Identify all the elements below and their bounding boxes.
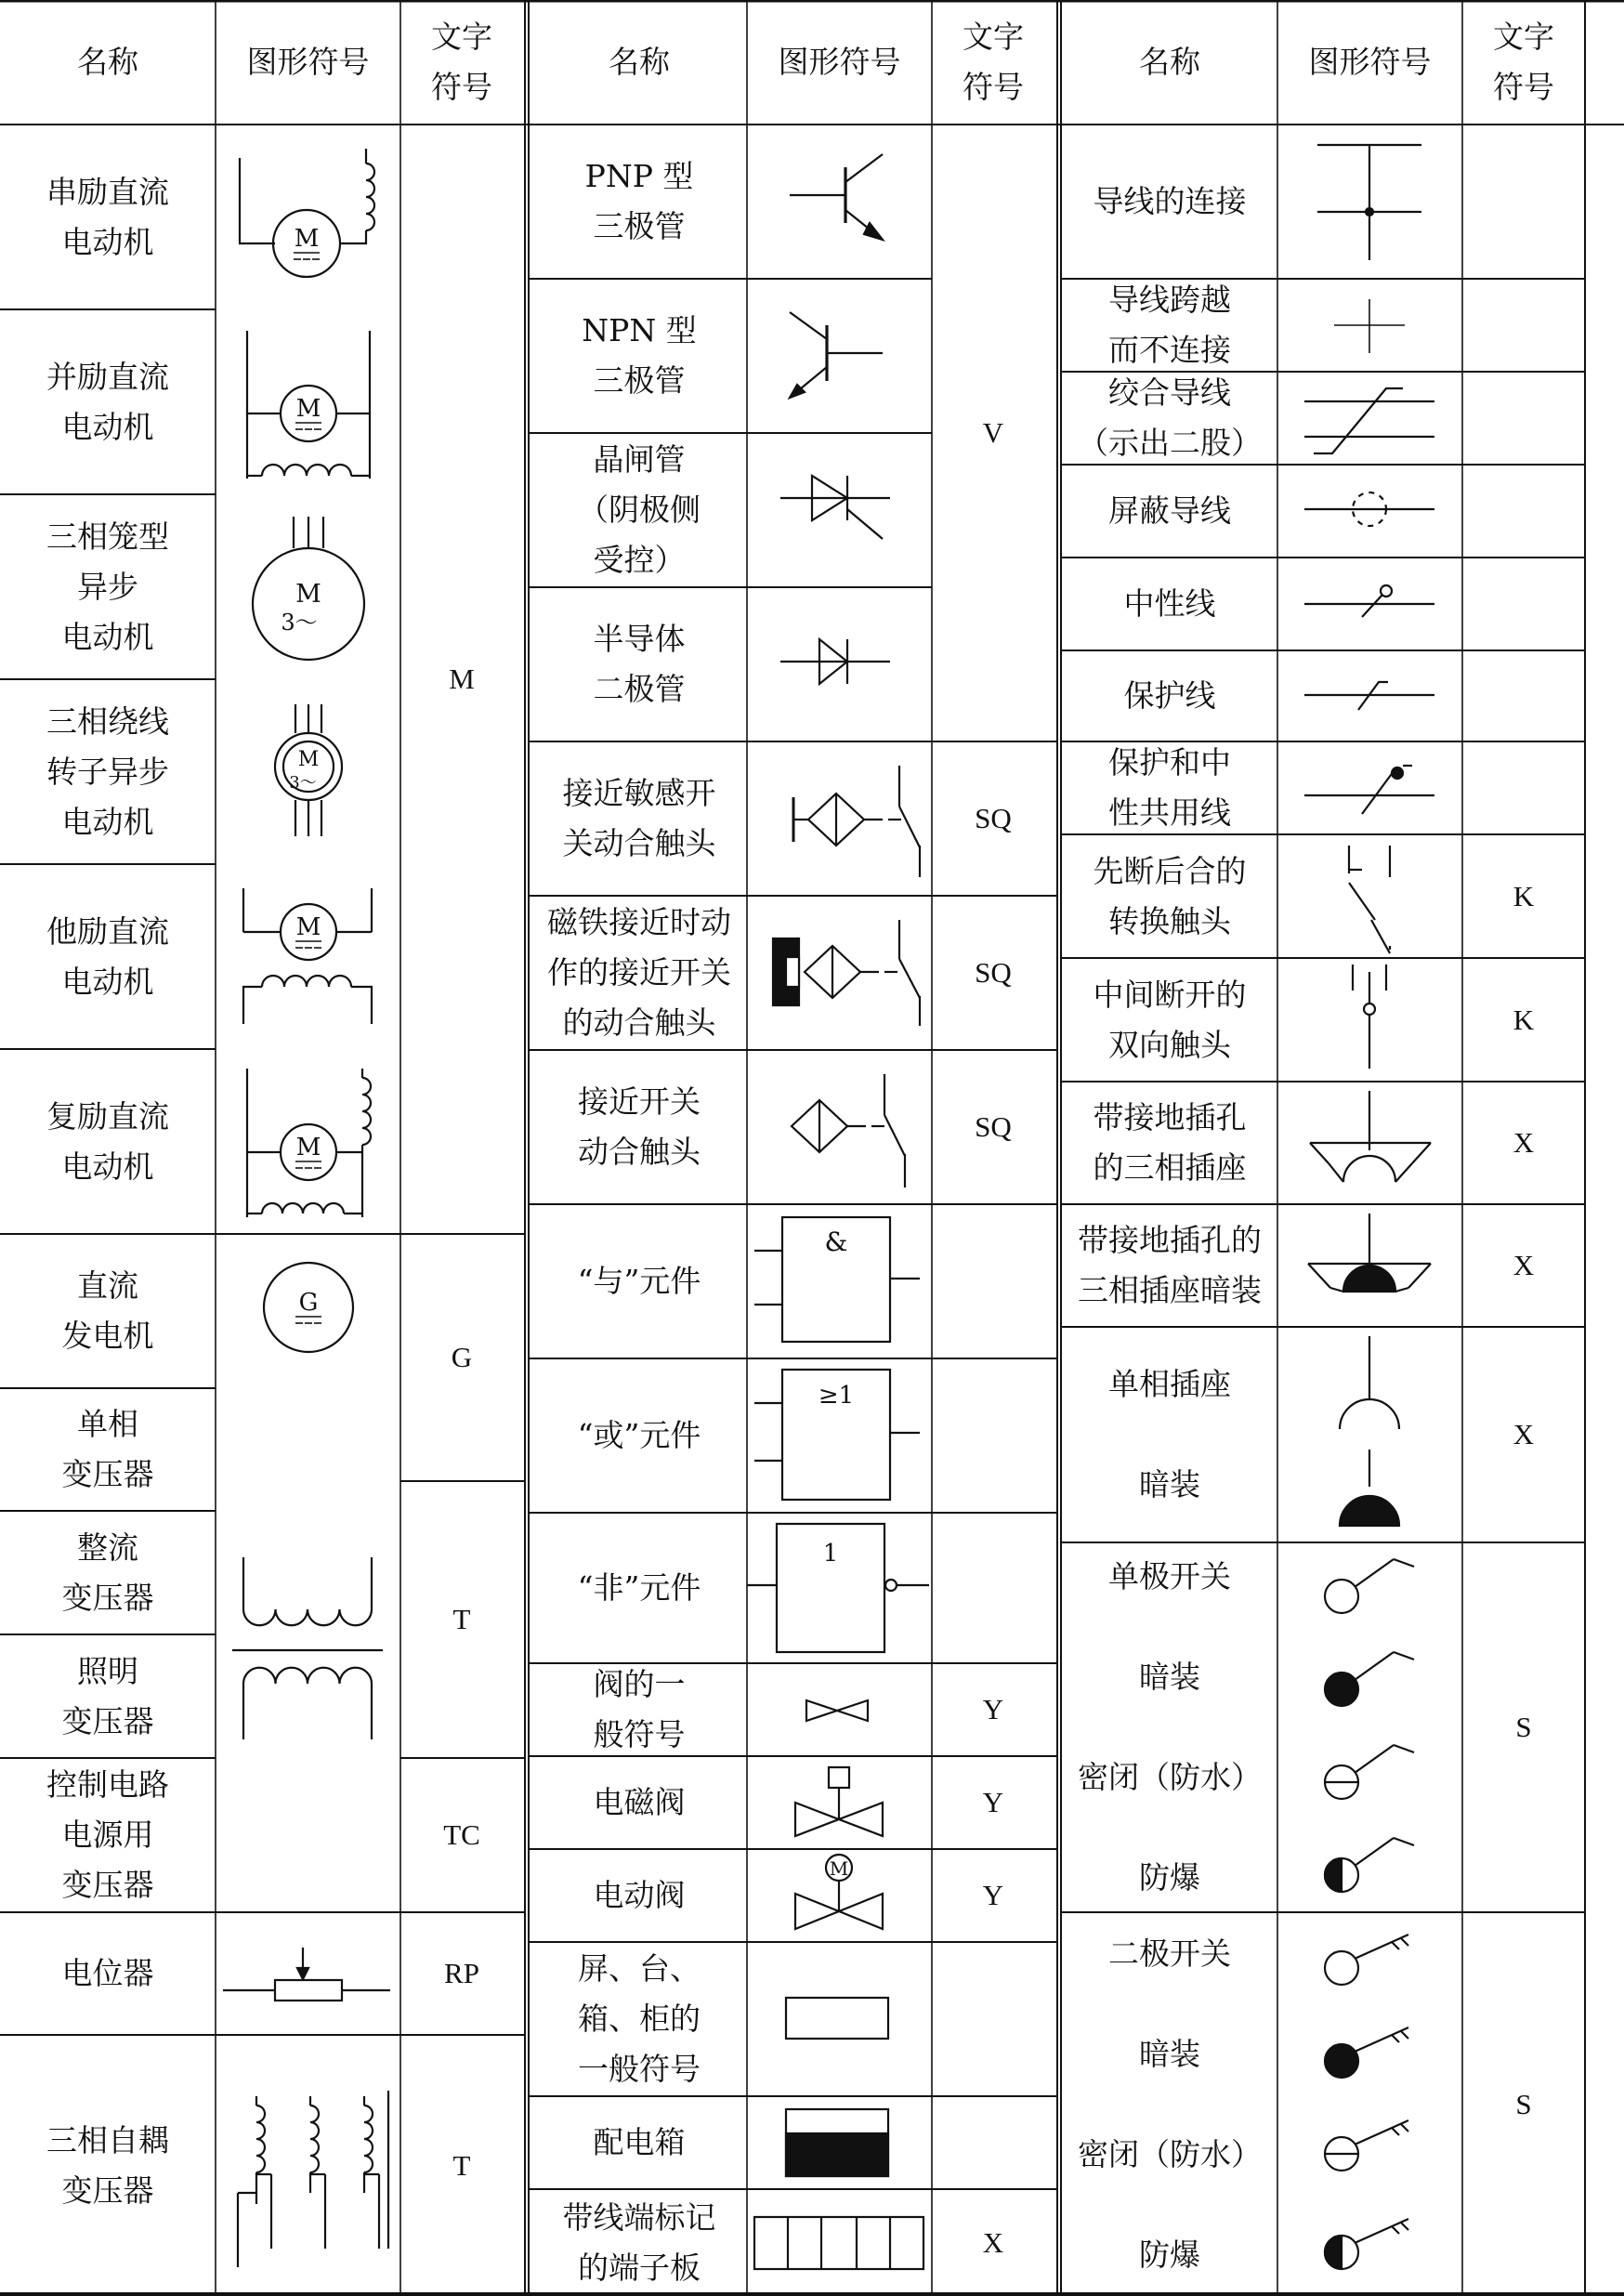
row-name: 中间断开的 双向触头 [1093, 976, 1247, 1063]
row-name: 先断后合的 转换触头 [1093, 852, 1247, 939]
terminal-board-icon [754, 2217, 923, 2269]
diode-icon [780, 639, 890, 684]
double-pole-switch-icon [1325, 1935, 1408, 2269]
shielded-wire-icon [1304, 492, 1434, 526]
code-cell: M [449, 663, 475, 695]
row-name: 三相笼型 异步 电动机 [46, 518, 169, 655]
neutral-line-icon [1304, 585, 1434, 617]
wound-rotor-motor-icon [275, 704, 342, 836]
code-cell: TC [443, 1818, 480, 1851]
or-element-icon [754, 1370, 920, 1500]
row-name: 电磁阀 [593, 1784, 686, 1820]
header-symbol-3: 图形符号 [1308, 44, 1432, 80]
svg-text:≥1: ≥1 [818, 1382, 855, 1410]
row-name: 单极开关 暗装 密闭（防水） 防爆 [1078, 1558, 1262, 1896]
row-name: “与”元件 [577, 1263, 701, 1299]
header-symbol-2: 图形符号 [778, 44, 901, 80]
row-name: “或”元件 [577, 1417, 701, 1453]
svg-text:M: M [295, 1134, 321, 1161]
row-name: 绞合导线 （示出二股） [1078, 374, 1262, 461]
svg-text:M: M [297, 748, 320, 771]
row-name: 中性线 [1123, 585, 1216, 622]
svg-text:M: M [829, 1857, 849, 1880]
thyristor-icon [780, 476, 890, 539]
code-cell: SQ [975, 956, 1012, 989]
row-name: 磁铁接近时动 作的接近开关 的动合触头 [547, 904, 731, 1041]
valve-icon [806, 1700, 868, 1721]
code-cell: K [1513, 1003, 1535, 1036]
code-cell: T [452, 2148, 471, 2182]
series-dc-motor-icon [240, 149, 374, 277]
code-cell: S [1515, 2087, 1532, 2120]
row-name: 并励直流 电动机 [46, 358, 169, 445]
code-cell: RP [444, 1957, 479, 1989]
row-name: 保护线 [1123, 677, 1216, 714]
code-cell: X [982, 2225, 1004, 2259]
code-cell: Y [982, 1693, 1004, 1725]
code-cell: X [1513, 1418, 1535, 1450]
row-name: 三相自耦 变压器 [46, 2121, 169, 2209]
code-cell: Y [982, 1786, 1004, 1818]
changeover-contact-icon [1349, 846, 1390, 953]
not-element-icon [747, 1524, 929, 1652]
row-name: 单相插座 暗装 [1108, 1366, 1231, 1502]
distribution-box-icon [786, 2109, 888, 2176]
protective-line-icon [1304, 682, 1434, 710]
pen-line-icon [1304, 766, 1434, 814]
row-name: 阀的一 般符号 [593, 1666, 686, 1752]
svg-text:G: G [298, 1289, 319, 1317]
code-cell: V [982, 416, 1004, 449]
svg-text:3～: 3～ [289, 773, 317, 793]
row-name: “非”元件 [577, 1569, 701, 1606]
header-code-1: 文字 符号 [431, 19, 492, 105]
row-name: 复励直流 电动机 [46, 1097, 169, 1185]
code-cell: SQ [975, 802, 1012, 834]
dc-generator-icon [264, 1263, 353, 1352]
code-cell: X [1513, 1126, 1535, 1159]
row-name: 二极开关 暗装 密闭（防水） 防爆 [1078, 1935, 1262, 2273]
svg-text:M: M [295, 395, 321, 423]
row-name: 接近开关 动合触头 [578, 1083, 701, 1170]
header-code-3: 文字 符号 [1493, 19, 1554, 105]
code-cell: S [1515, 1711, 1532, 1743]
three-phase-socket-concealed-icon [1308, 1214, 1431, 1292]
panel-icon [786, 1998, 888, 2039]
row-name: 导线的连接 [1093, 183, 1247, 219]
row-name: 带接地插孔的 三相插座暗装 [1078, 1222, 1262, 1308]
row-name: 带线端标记 的端子板 [562, 2198, 716, 2286]
center-off-contact-icon [1353, 964, 1386, 1069]
transformer-icon [232, 1557, 383, 1739]
row-name: 单相 变压器 [61, 1406, 154, 1492]
magnet-proximity-contact-icon [773, 920, 920, 1026]
twisted-wire-icon [1304, 388, 1434, 453]
row-name: 屏、台、 箱、柜的 一般符号 [578, 1950, 701, 2087]
svg-text:M: M [295, 580, 321, 609]
row-name: 三相绕线 转子异步 电动机 [46, 702, 169, 840]
code-cell: K [1513, 879, 1535, 912]
three-phase-socket-icon [1310, 1091, 1431, 1182]
row-name: NPN 型 三极管 [582, 312, 697, 399]
code-cell: G [451, 1341, 473, 1373]
row-name: 整流 变压器 [61, 1528, 154, 1616]
and-element-icon [754, 1217, 920, 1342]
row-name: 他励直流 电动机 [46, 912, 169, 1000]
row-name: 晶闸管 （阴极侧 受控） [578, 441, 701, 578]
solenoid-valve-icon [795, 1767, 883, 1836]
compound-dc-motor-icon [247, 1069, 371, 1217]
shunt-dc-motor-icon [247, 331, 370, 479]
single-pole-switch-icon [1325, 1559, 1414, 1892]
header-name-2: 名称 [609, 44, 670, 80]
row-name: 控制电路 电源用 变压器 [46, 1766, 169, 1903]
svg-text:1: 1 [822, 1540, 839, 1568]
single-socket-icon [1340, 1336, 1399, 1526]
header-symbol-1: 图形符号 [246, 44, 370, 80]
row-name: 保护和中 性共用线 [1108, 744, 1231, 831]
code-cell: X [1513, 1249, 1535, 1281]
wire-junction-icon [1317, 145, 1421, 260]
row-name: 照明 变压器 [61, 1652, 154, 1739]
row-name: 导线跨越 而不连接 [1108, 282, 1231, 368]
pnp-transistor-icon [790, 154, 883, 240]
code-cell: Y [982, 1879, 1004, 1911]
row-name: 电位器 [61, 1955, 154, 1991]
row-name: PNP 型 三极管 [584, 158, 694, 244]
row-name: 电动阀 [593, 1877, 686, 1913]
code-cell: SQ [975, 1110, 1012, 1143]
cage-async-motor-icon [253, 517, 364, 660]
npn-transistor-icon [790, 312, 883, 398]
wire-crossing-icon [1334, 299, 1405, 353]
svg-text:3～: 3～ [281, 610, 318, 636]
three-phase-autotransformer-icon [238, 2091, 388, 2267]
header-name-1: 名称 [77, 44, 138, 80]
row-name: 屏蔽导线 [1108, 492, 1231, 529]
svg-text:M: M [294, 225, 320, 253]
row-name: 带接地插孔 的三相插座 [1093, 1099, 1247, 1186]
row-name: 配电箱 [593, 2124, 686, 2160]
header-name-3: 名称 [1139, 44, 1200, 80]
row-name: 直流 发电机 [61, 1267, 154, 1354]
code-cell: T [452, 1603, 471, 1635]
svg-text:&: & [824, 1227, 848, 1257]
potentiometer-icon [223, 1948, 390, 2001]
row-name: 接近敏感开 关动合触头 [562, 775, 716, 861]
header-code-2: 文字 符号 [963, 19, 1024, 105]
row-name: 半导体 二极管 [593, 621, 686, 707]
row-name: 串励直流 电动机 [46, 173, 169, 260]
proximity-switch-contact-icon [792, 1074, 905, 1187]
separately-excited-motor-icon [243, 888, 372, 1024]
svg-text:M: M [295, 913, 321, 941]
proximity-sensitive-contact-icon [793, 766, 920, 877]
motor-valve-icon [795, 1855, 883, 1929]
